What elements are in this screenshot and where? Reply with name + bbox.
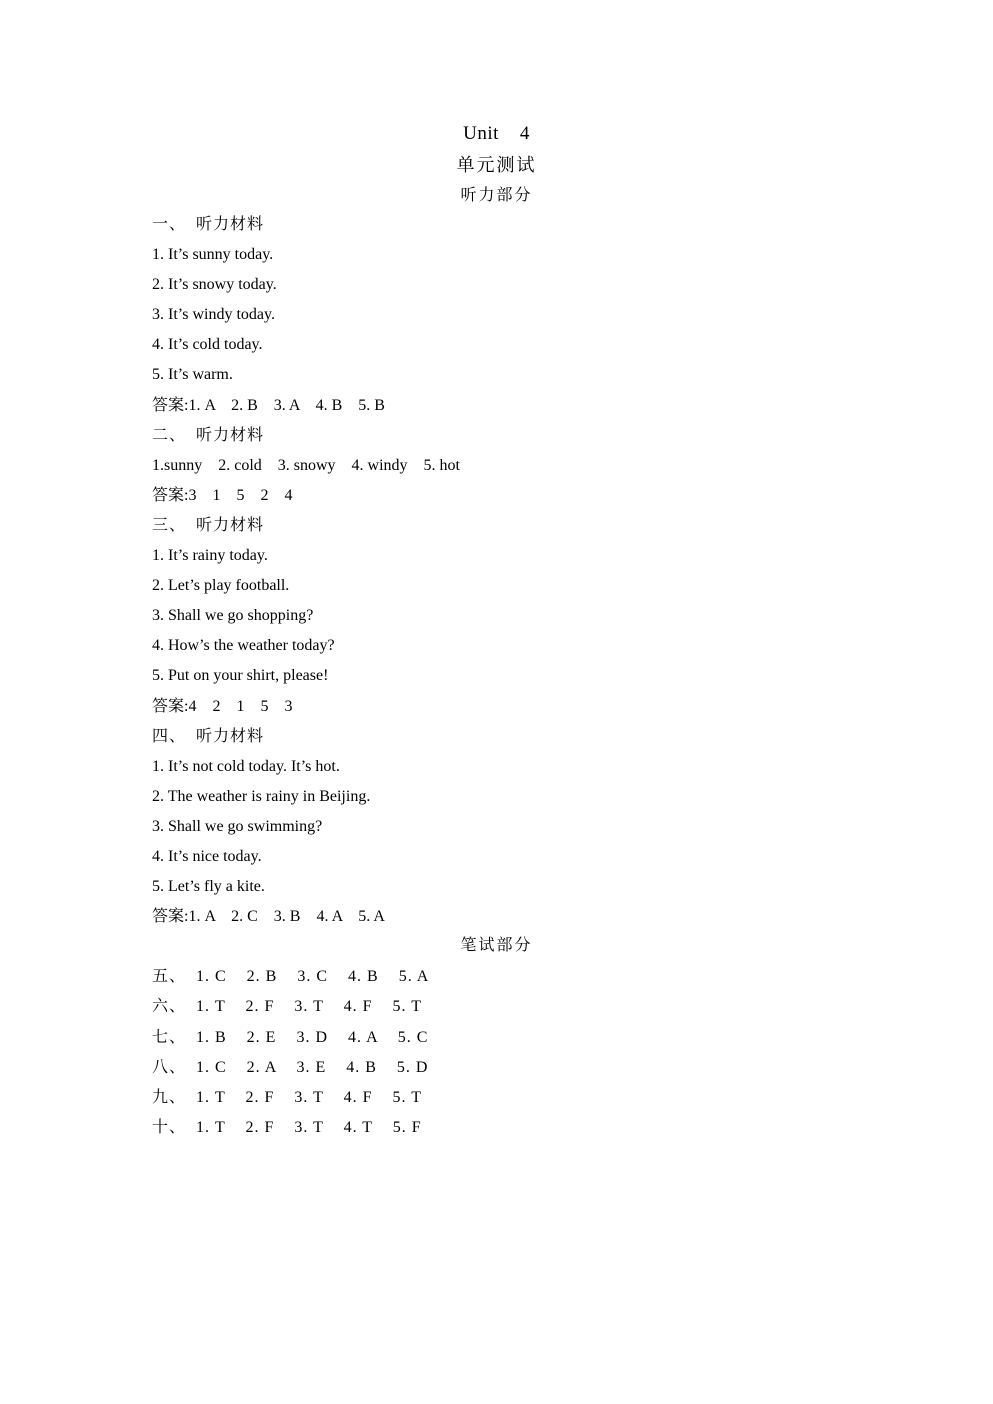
- section-4-item: 5. Let’s fly a kite.: [152, 878, 265, 896]
- section-2-heading: 二、 听力材料: [152, 426, 265, 444]
- writing-answer-row: 八、 1. C 2. A 3. E 4. B 5. D: [152, 1058, 429, 1076]
- section-1-answer: 答案:1. A 2. B 3. A 4. B 5. B: [152, 396, 385, 414]
- section-1-item: 2. It’s snowy today.: [152, 276, 277, 294]
- section-4-heading: 四、 听力材料: [152, 727, 265, 745]
- test-subtitle: 单元测试: [456, 155, 537, 175]
- section-3-heading: 三、 听力材料: [152, 516, 265, 534]
- section-4-item: 1. It’s not cold today. It’s hot.: [152, 757, 340, 775]
- section-1-item: 4. It’s cold today.: [152, 336, 263, 354]
- section-3-item: 2. Let’s play football.: [152, 577, 290, 595]
- section-1-item: 1. It’s sunny today.: [152, 246, 274, 264]
- writing-answer-row: 六、 1. T 2. F 3. T 4. F 5. T: [152, 998, 422, 1016]
- section-3-answer: 答案:4 2 1 5 3: [152, 697, 293, 715]
- answer-body: [152, 210, 852, 1143]
- section-1-item: 3. It’s windy today.: [152, 306, 275, 324]
- section-4-answer: 答案:1. A 2. C 3. B 4. A 5. A: [152, 908, 385, 926]
- writing-answer-row: 七、 1. B 2. E 3. D 4. A 5. C: [152, 1028, 429, 1046]
- section-3-item: 1. It’s rainy today.: [152, 547, 268, 565]
- writing-section-title: 笔试部分: [460, 937, 533, 954]
- section-4-item: 4. It’s nice today.: [152, 847, 262, 865]
- section-1-heading: 一、 听力材料: [152, 216, 265, 233]
- section-4-item: 2. The weather is rainy in Beijing.: [152, 787, 371, 805]
- section-3-item: 5. Put on your shirt, please!: [152, 667, 329, 685]
- section-3-item: 4. How’s the weather today?: [152, 637, 335, 655]
- writing-answer-row: 九、 1. T 2. F 3. T 4. F 5. T: [152, 1088, 422, 1106]
- listening-section-title: 听力部分: [460, 187, 533, 204]
- section-1-item: 5. It’s warm.: [152, 366, 233, 384]
- writing-answer-row: 五、 1. C 2. B 3. C 4. B 5. A: [152, 968, 430, 986]
- writing-answer-row: 十、 1. T 2. F 3. T 4. T 5. F: [152, 1118, 422, 1136]
- section-3-item: 3. Shall we go shopping?: [152, 607, 314, 625]
- section-2-item: 1.sunny 2. cold 3. snowy 4. windy 5. hot: [152, 456, 460, 474]
- section-2-answer: 答案:3 1 5 2 4: [152, 486, 293, 504]
- unit-title: Unit 4: [463, 123, 530, 144]
- section-4-item: 3. Shall we go swimming?: [152, 817, 323, 835]
